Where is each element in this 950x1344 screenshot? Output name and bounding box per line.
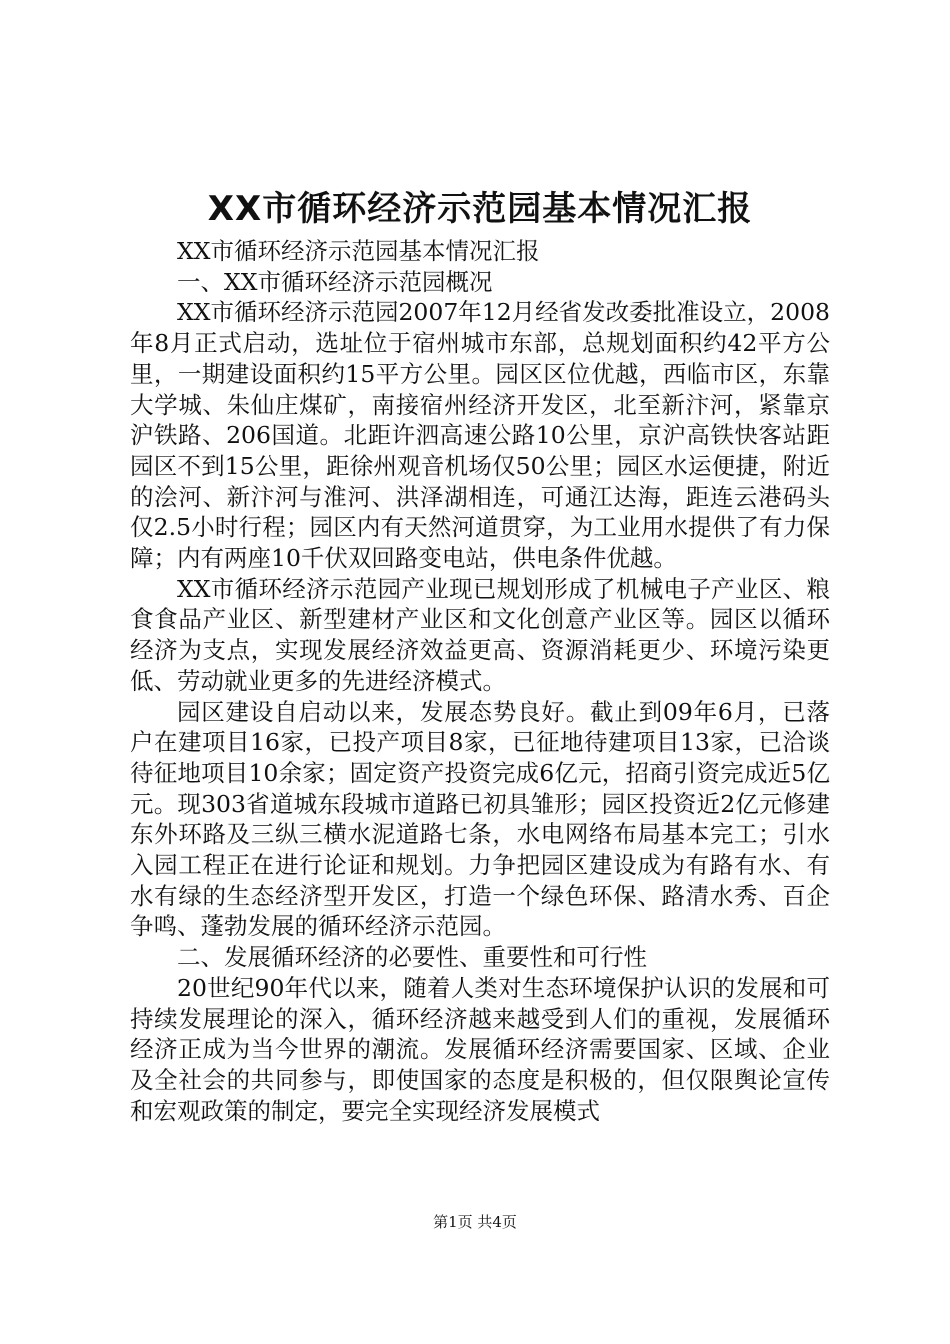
paragraph-background: 20世纪90年代以来，随着人类对生态环境保护认识的发展和可持续发展理论的深入，循环经济越来越受到人们的重视，发展循环经济正成为当今世界的潮流。发展循环经济需要国家、区域、企业及全社会的共同参与，即使国家的态度是积极的，但仅限舆论宣传和宏观政策的制定，要完全实现经济发展模式: [130, 973, 830, 1125]
section-heading-2: 二、发展循环经济的必要性、重要性和可行性: [177, 943, 647, 972]
document-body: [130, 236, 830, 1126]
paragraph-construction: 园区建设自启动以来，发展态势良好。截止到09年6月，已落户在建项目16家，已投产项目8家，已征地待建项目13家，已洽谈待征地项目10余家；固定资产投资完成6亿元，招商引资完成近5亿元。现303省道城东段城市道路已初具雏形；园区投资近2亿元修建东外环路及三纵三横水泥道路七条，水电网络布局基本完工；引水入园工程正在进行论证和规划。力争把园区建设成为有路有水、有水有绿的生态经济型开发区，打造一个绿色环保、路清水秀、百企争鸣、蓬勃发展的循环经济示范园。: [130, 697, 830, 941]
paragraph-industry: XX市循环经济示范园产业现已规划形成了机械电子产业区、粮食食品产业区、新型建材产业区和文化创意产业区等。园区以循环经济为支点，实现发展经济效益更高、资源消耗更少、环境污染更低、劳动就业更多的先进经济模式。: [130, 574, 830, 695]
paragraph-overview: XX市循环经济示范园2007年12月经省发改委批准设立，2008年8月正式启动，选址位于宿州城市东部，总规划面积约42平方公里，一期建设面积约15平方公里。园区区位优越，西临市区，东靠大学城、朱仙庄煤矿，南接宿州经济开发区，北至新汴河，紧靠京沪铁路、206国道。北距许泗高速公路10公里，京沪高铁快客站距园区不到15公里，距徐州观音机场仅50公里；园区水运便捷，附近的浍河、新汴河与淮河、洪泽湖相连，可通江达海，距连云港码头仅2.5小时行程；园区内有天然河道贯穿，为工业用水提供了有力保障；内有两座10千伏双回路变电站，供电条件优越。: [130, 298, 830, 573]
page-footer: 第1页 共4页: [433, 1213, 517, 1231]
paragraph-subtitle: XX市循环经济示范园基本情况汇报: [177, 237, 540, 265]
document-title: XX市循环经济示范园基本情况汇报: [207, 189, 753, 229]
section-heading-1: 一、XX市循环经济示范园概况: [177, 267, 493, 296]
